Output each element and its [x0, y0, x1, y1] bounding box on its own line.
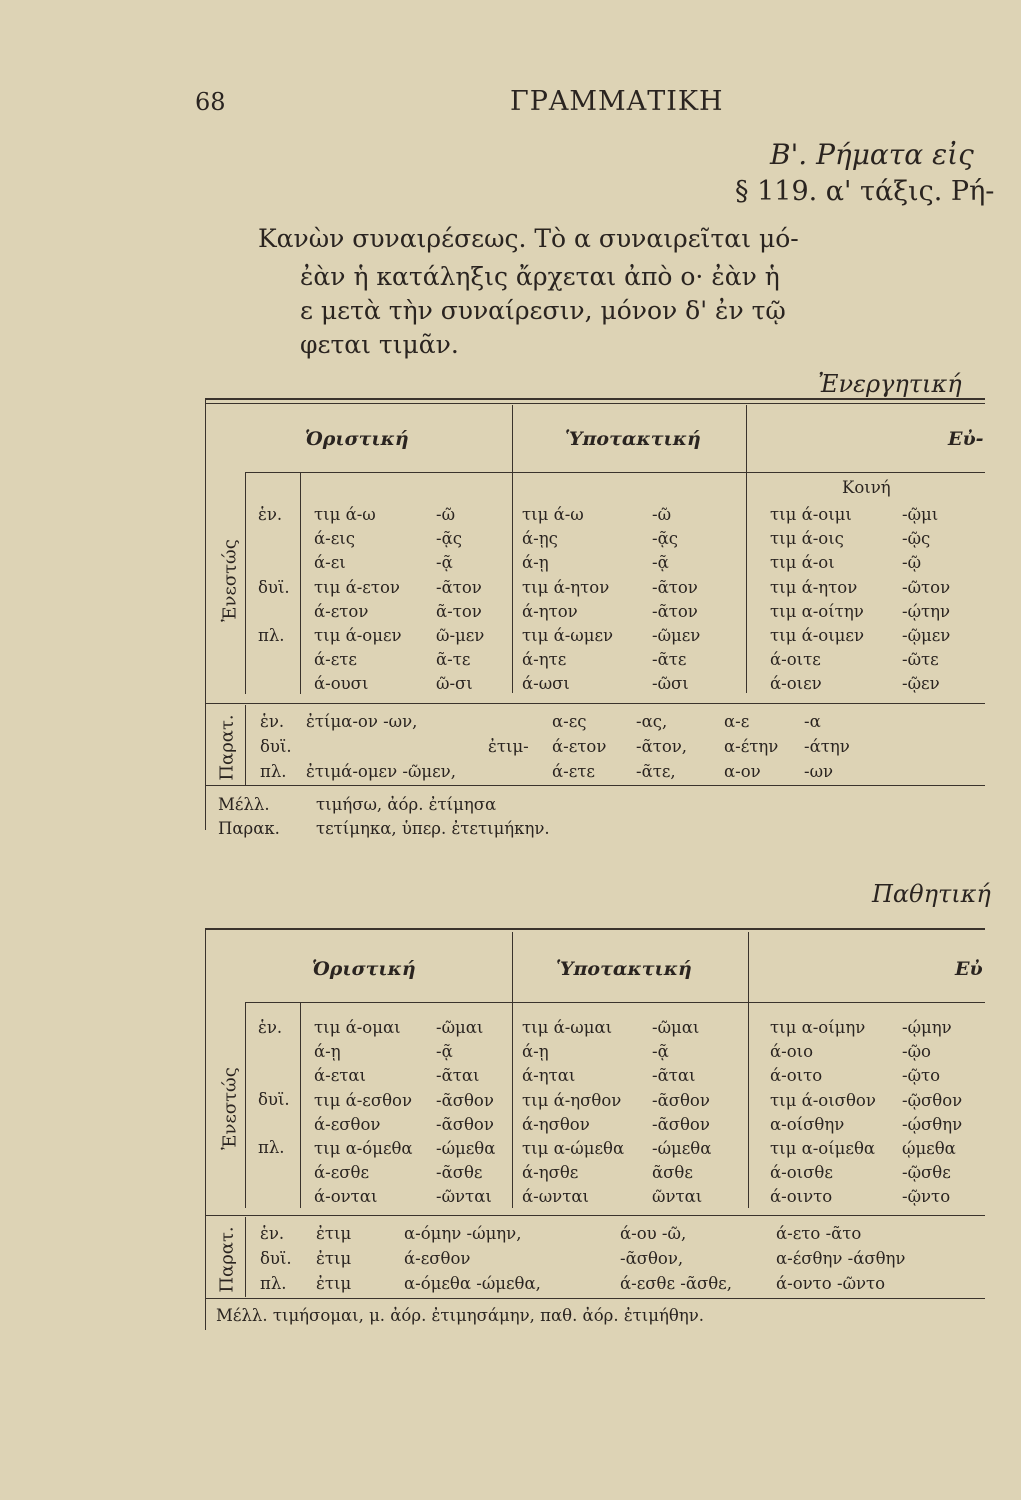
passive-row-5-opt-a: α-οίσθην	[770, 1114, 845, 1134]
passive-imperfect-du-label: δυϊ.	[260, 1249, 292, 1268]
active-voice-heading: Ἐνεργητική	[818, 370, 962, 398]
passive-row-5-sub-b: -ᾶσθον	[652, 1114, 710, 1134]
active-impf-pl-5: -ων	[804, 762, 834, 781]
passive-number-rule	[245, 1002, 246, 1208]
passive-row-3-sub-b: -ᾶται	[652, 1066, 696, 1086]
active-row-2-opt-b: -ῷς	[902, 529, 931, 549]
active-row-8-sub-b: -ῶσι	[652, 674, 689, 694]
passive-impf-pl-3: ά-εσθε -ᾶσθε,	[620, 1274, 732, 1293]
active-row-7-sub-a: ά-ητε	[522, 650, 567, 670]
running-title: ΓΡΑΜΜΑΤΙΚΗ	[510, 86, 724, 117]
passive-imperfect-bottom	[205, 1298, 985, 1299]
passive-row-4-opt-b: -ῷσθον	[902, 1090, 963, 1110]
active-imperfect-num-rule	[245, 705, 246, 785]
active-row-7-ind-a: ά-ετε	[314, 650, 357, 670]
active-imperfect-pl-label: πλ.	[260, 762, 287, 781]
active-row-1-ind-a: τιμ ά-ω	[314, 505, 376, 524]
active-vdiv-2	[746, 405, 747, 693]
active-row-6-opt-b: -ῷμεν	[902, 626, 951, 645]
active-impf-pl-3: -ᾶτε,	[636, 762, 676, 781]
passive-row-8-ind-a: ά-ονται	[314, 1187, 378, 1207]
passive-imperfect-pl-label: πλ.	[260, 1274, 287, 1293]
active-row-1-opt-b: -ῷμι	[902, 505, 939, 524]
active-row-7-sub-b: -ᾶτε	[652, 650, 687, 670]
active-impf-du-4: α-έτην	[724, 737, 779, 756]
active-impf-pl-2: ά-ετε	[552, 762, 595, 781]
active-row-3-opt-b: -ῷ	[902, 553, 922, 573]
passive-imperfect-label: Παρατ.	[216, 1226, 238, 1293]
active-future-text: τιμήσω, ἀόρ. ἐτίμησα	[316, 795, 497, 814]
active-label-du: δυϊ.	[258, 578, 290, 597]
passive-row-3-opt-b: -ῷτο	[902, 1066, 941, 1086]
page-number: 68	[195, 88, 226, 116]
active-imperfect-du-label: δυϊ.	[260, 737, 292, 756]
passive-row-4-sub-a: τιμ ά-ησθον	[522, 1090, 622, 1110]
active-impf-du-1: ἐτιμ-	[488, 737, 529, 756]
active-imperfect-bottom	[205, 785, 985, 786]
active-row-5-ind-b: ᾶ-τον	[436, 601, 482, 621]
passive-row-1-ind-a: τιμ ά-ομαι	[314, 1018, 401, 1037]
active-impf-du-5: -άτην	[804, 737, 850, 756]
active-perfect-text: τετίμηκα, ὑπερ. ἐτετιμήκην.	[316, 819, 550, 838]
active-row-5-ind-a: ά-ετον	[314, 601, 369, 621]
passive-imperfect-sg-label: ἑν.	[260, 1224, 285, 1243]
active-row-7-ind-b: ᾶ-τε	[436, 650, 471, 670]
passive-row-1-opt-a: τιμ α-οίμην	[770, 1018, 866, 1037]
active-row-1-ind-b: -ῶ	[436, 505, 456, 524]
passive-row-4-sub-b: -ᾶσθον	[652, 1090, 710, 1110]
passive-row-8-opt-a: ά-οιντο	[770, 1187, 833, 1207]
passive-row-7-sub-b: ᾶσθε	[652, 1163, 693, 1183]
passive-impf-du-1: ἐτιμ	[316, 1249, 352, 1268]
passive-label-sg: ἑν.	[258, 1018, 283, 1037]
active-col-indicative: Ὁριστική	[305, 428, 409, 450]
passive-row-6-ind-b: -ώμεθα	[436, 1139, 496, 1158]
passive-voice-heading: Παθητική	[872, 880, 991, 908]
active-impf-sg-3: -ας,	[636, 712, 668, 731]
active-row-3-sub-b: -ᾷ	[652, 553, 669, 573]
passive-row-2-opt-a: ά-οιο	[770, 1042, 814, 1062]
active-impf-sg-2: α-ες	[552, 712, 587, 731]
passive-label-pl: πλ.	[258, 1138, 285, 1157]
active-row-3-sub-a: ά-ῃ	[522, 553, 549, 573]
active-imperfect-top	[205, 703, 985, 704]
active-col-koine: Κοινή	[842, 478, 891, 497]
active-row-5-opt-a: τιμ α-οίτην	[770, 601, 864, 621]
passive-row-8-ind-b: -ῶνται	[436, 1187, 492, 1207]
active-row-7-opt-b: -ῶτε	[902, 650, 939, 670]
active-row-6-ind-a: τιμ ά-ομεν	[314, 626, 402, 645]
passive-row-7-opt-b: -ῷσθε	[902, 1163, 951, 1183]
active-row-2-ind-a: ά-εις	[314, 529, 355, 549]
active-impf-sg-4: α-ε	[724, 712, 750, 731]
active-row-3-opt-a: τιμ ά-οι	[770, 553, 835, 573]
passive-row-5-opt-b: -ῴσθην	[902, 1114, 963, 1134]
passive-row-4-ind-b: -ᾶσθον	[436, 1090, 494, 1110]
passive-row-7-ind-b: -ᾶσθε	[436, 1163, 483, 1183]
active-row-8-opt-b: -ῷεν	[902, 674, 940, 694]
passive-label-du: δυϊ.	[258, 1090, 290, 1109]
rule-line-1: Κανὼν συναιρέσεως. Τὸ α συναιρεῖται μό-	[258, 224, 799, 253]
active-row-4-opt-a: τιμ ά-ητον	[770, 577, 858, 597]
active-row-1-opt-a: τιμ ά-οιμι	[770, 505, 852, 524]
passive-impf-pl-1: ἐτιμ	[316, 1274, 352, 1293]
active-impf-sg-5: -α	[804, 712, 821, 731]
active-row-4-ind-a: τιμ ά-ετον	[314, 577, 400, 597]
active-left-rule	[205, 398, 206, 830]
passive-row-2-ind-b: -ᾷ	[436, 1042, 453, 1062]
active-row-6-opt-a: τιμ ά-οιμεν	[770, 626, 864, 645]
active-perfect-label: Παρακ.	[218, 819, 280, 838]
section-title: Β'. Ρήματα εἰς	[770, 138, 974, 171]
passive-row-8-opt-b: -ῷντο	[902, 1187, 951, 1207]
passive-future-line: Μέλλ. τιμήσομαι, μ. ἀόρ. ἐτιμησάμην, παθ. ἀόρ. ἐτιμήθην.	[216, 1306, 704, 1325]
active-row-4-sub-b: -ᾶτον	[652, 577, 698, 597]
active-row-5-sub-b: -ᾶτον	[652, 601, 698, 621]
active-top-rule	[205, 398, 985, 400]
passive-left-rule	[205, 928, 206, 1330]
passive-row-8-sub-a: ά-ωνται	[522, 1187, 589, 1207]
active-imperfect-sg-label: ἑν.	[260, 712, 285, 731]
active-impf-sg-1: ἐτίμα-ον -ων,	[306, 712, 418, 731]
passive-col-indicative: Ὁριστική	[312, 958, 416, 980]
active-row-2-opt-a: τιμ ά-οις	[770, 529, 844, 549]
passive-row-3-ind-a: ά-εται	[314, 1066, 367, 1086]
active-impf-du-2: ά-ετον	[552, 737, 607, 756]
active-row-8-ind-b: ῶ-σι	[436, 674, 473, 694]
active-col-optative: Εὐ-	[948, 428, 984, 450]
rule-line-2: ἐὰν ἡ κατάληξις ἄρχεται ἀπὸ ο· ἐὰν ἡ	[300, 262, 780, 291]
passive-imperfect-top	[205, 1215, 985, 1216]
passive-row-1-sub-a: τιμ ά-ωμαι	[522, 1018, 613, 1037]
passive-row-2-sub-a: ά-ῃ	[522, 1042, 549, 1062]
active-row-3-ind-a: ά-ει	[314, 553, 346, 573]
passive-top-rule	[205, 928, 985, 930]
active-row-4-sub-a: τιμ ά-ητον	[522, 577, 610, 597]
passive-row-4-opt-a: τιμ ά-οισθον	[770, 1090, 876, 1110]
passive-header-rule	[245, 1002, 985, 1003]
passive-row-2-sub-b: -ᾷ	[652, 1042, 669, 1062]
active-vdiv-1	[512, 405, 513, 693]
passive-row-3-sub-a: ά-ηται	[522, 1066, 576, 1086]
active-row-1-sub-a: τιμ ά-ω	[522, 505, 584, 524]
passive-row-6-ind-a: τιμ α-όμεθα	[314, 1139, 413, 1158]
active-number-rule-2	[300, 472, 301, 694]
passive-impf-du-4: α-έσθην -άσθην	[776, 1249, 906, 1268]
passive-impf-sg-3: ά-ου -ῶ,	[620, 1224, 687, 1243]
passive-tense-label: Ἐνεστώς	[219, 1067, 241, 1150]
active-row-1-sub-b: -ῶ	[652, 505, 672, 524]
passive-row-2-ind-a: ά-ῃ	[314, 1042, 341, 1062]
passive-impf-sg-2: α-όμην -ώμην,	[404, 1224, 522, 1243]
active-row-4-ind-b: -ᾶτον	[436, 577, 482, 597]
section-subtitle: § 119. α' τάξις. Ρή-	[735, 176, 995, 207]
active-row-8-opt-a: ά-οιεν	[770, 674, 822, 694]
passive-row-1-ind-b: -ῶμαι	[436, 1018, 484, 1037]
passive-row-7-sub-a: ά-ησθε	[522, 1163, 579, 1183]
passive-impf-du-3: -ᾶσθον,	[620, 1249, 684, 1268]
active-header-rule	[245, 472, 985, 473]
passive-row-5-ind-b: -ᾶσθον	[436, 1114, 494, 1134]
passive-row-6-sub-b: -ώμεθα	[652, 1139, 712, 1158]
active-row-8-sub-a: ά-ωσι	[522, 674, 570, 694]
passive-impf-sg-1: ἐτιμ	[316, 1224, 352, 1243]
rule-line-3: ε μετὰ τὴν συναίρεσιν, μόνον δ' ἐν τῷ	[300, 296, 786, 325]
active-number-rule	[245, 472, 246, 694]
active-tense-label: Ἐνεστώς	[219, 539, 241, 622]
active-row-2-ind-b: -ᾷς	[436, 529, 462, 549]
active-row-6-sub-a: τιμ ά-ωμεν	[522, 626, 614, 645]
passive-impf-sg-4: ά-ετο -ᾶτο	[776, 1224, 862, 1243]
passive-row-5-ind-a: ά-εσθον	[314, 1114, 381, 1134]
passive-impf-pl-4: ά-οντο -ῶντο	[776, 1274, 886, 1293]
active-row-3-ind-b: -ᾷ	[436, 553, 453, 573]
passive-row-1-opt-b: -ῴμην	[902, 1018, 952, 1037]
active-row-7-opt-a: ά-οιτε	[770, 650, 821, 670]
active-row-2-sub-b: -ᾷς	[652, 529, 678, 549]
passive-row-6-opt-b: ῴμεθα	[902, 1139, 956, 1158]
active-label-sg: ἑν.	[258, 505, 283, 524]
active-impf-pl-4: α-ον	[724, 762, 761, 781]
passive-row-5-sub-a: ά-ησθον	[522, 1114, 590, 1134]
active-top-rule-2	[205, 403, 985, 404]
active-row-5-opt-b: -ῴτην	[902, 601, 951, 621]
passive-col-subjunctive: Ὑποτακτική	[556, 958, 692, 980]
active-row-6-sub-b: -ῶμεν	[652, 626, 701, 645]
passive-impf-du-2: ά-εσθον	[404, 1249, 471, 1268]
passive-row-4-ind-a: τιμ ά-εσθον	[314, 1090, 412, 1110]
passive-impf-pl-2: α-όμεθα -ώμεθα,	[404, 1274, 541, 1293]
passive-row-1-sub-b: -ῶμαι	[652, 1018, 700, 1037]
active-row-5-sub-a: ά-ητον	[522, 601, 578, 621]
passive-row-3-ind-b: -ᾶται	[436, 1066, 480, 1086]
active-imperfect-label: Παρατ.	[216, 714, 238, 781]
passive-row-8-sub-b: ῶνται	[652, 1187, 703, 1207]
active-row-4-opt-b: -ῶτον	[902, 577, 951, 597]
passive-row-2-opt-b: -ῷο	[902, 1042, 931, 1062]
active-impf-du-3: -ᾶτον,	[636, 737, 688, 756]
passive-imperfect-num-rule	[245, 1217, 246, 1297]
passive-row-7-ind-a: ά-εσθε	[314, 1163, 370, 1183]
passive-vdiv-2	[748, 932, 749, 1208]
passive-row-6-sub-a: τιμ α-ώμεθα	[522, 1139, 625, 1158]
passive-vdiv-1	[512, 932, 513, 1208]
active-impf-pl-1: ἐτιμά-ομεν -ῶμεν,	[306, 762, 456, 781]
active-row-6-ind-b: ῶ-μεν	[436, 626, 485, 645]
passive-number-rule-2	[300, 1002, 301, 1208]
active-col-subjunctive: Ὑποτακτική	[565, 428, 701, 450]
passive-row-7-opt-a: ά-οισθε	[770, 1163, 833, 1183]
passive-row-6-opt-a: τιμ α-οίμεθα	[770, 1139, 876, 1158]
active-row-8-ind-a: ά-ουσι	[314, 674, 369, 694]
passive-row-3-opt-a: ά-οιτο	[770, 1066, 823, 1086]
active-future-label: Μέλλ.	[218, 795, 270, 814]
active-row-2-sub-a: ά-ῃς	[522, 529, 558, 549]
active-label-pl: πλ.	[258, 626, 285, 645]
passive-col-optative: Εὐ	[955, 958, 983, 980]
rule-line-4: φεται τιμᾶν.	[300, 330, 459, 359]
